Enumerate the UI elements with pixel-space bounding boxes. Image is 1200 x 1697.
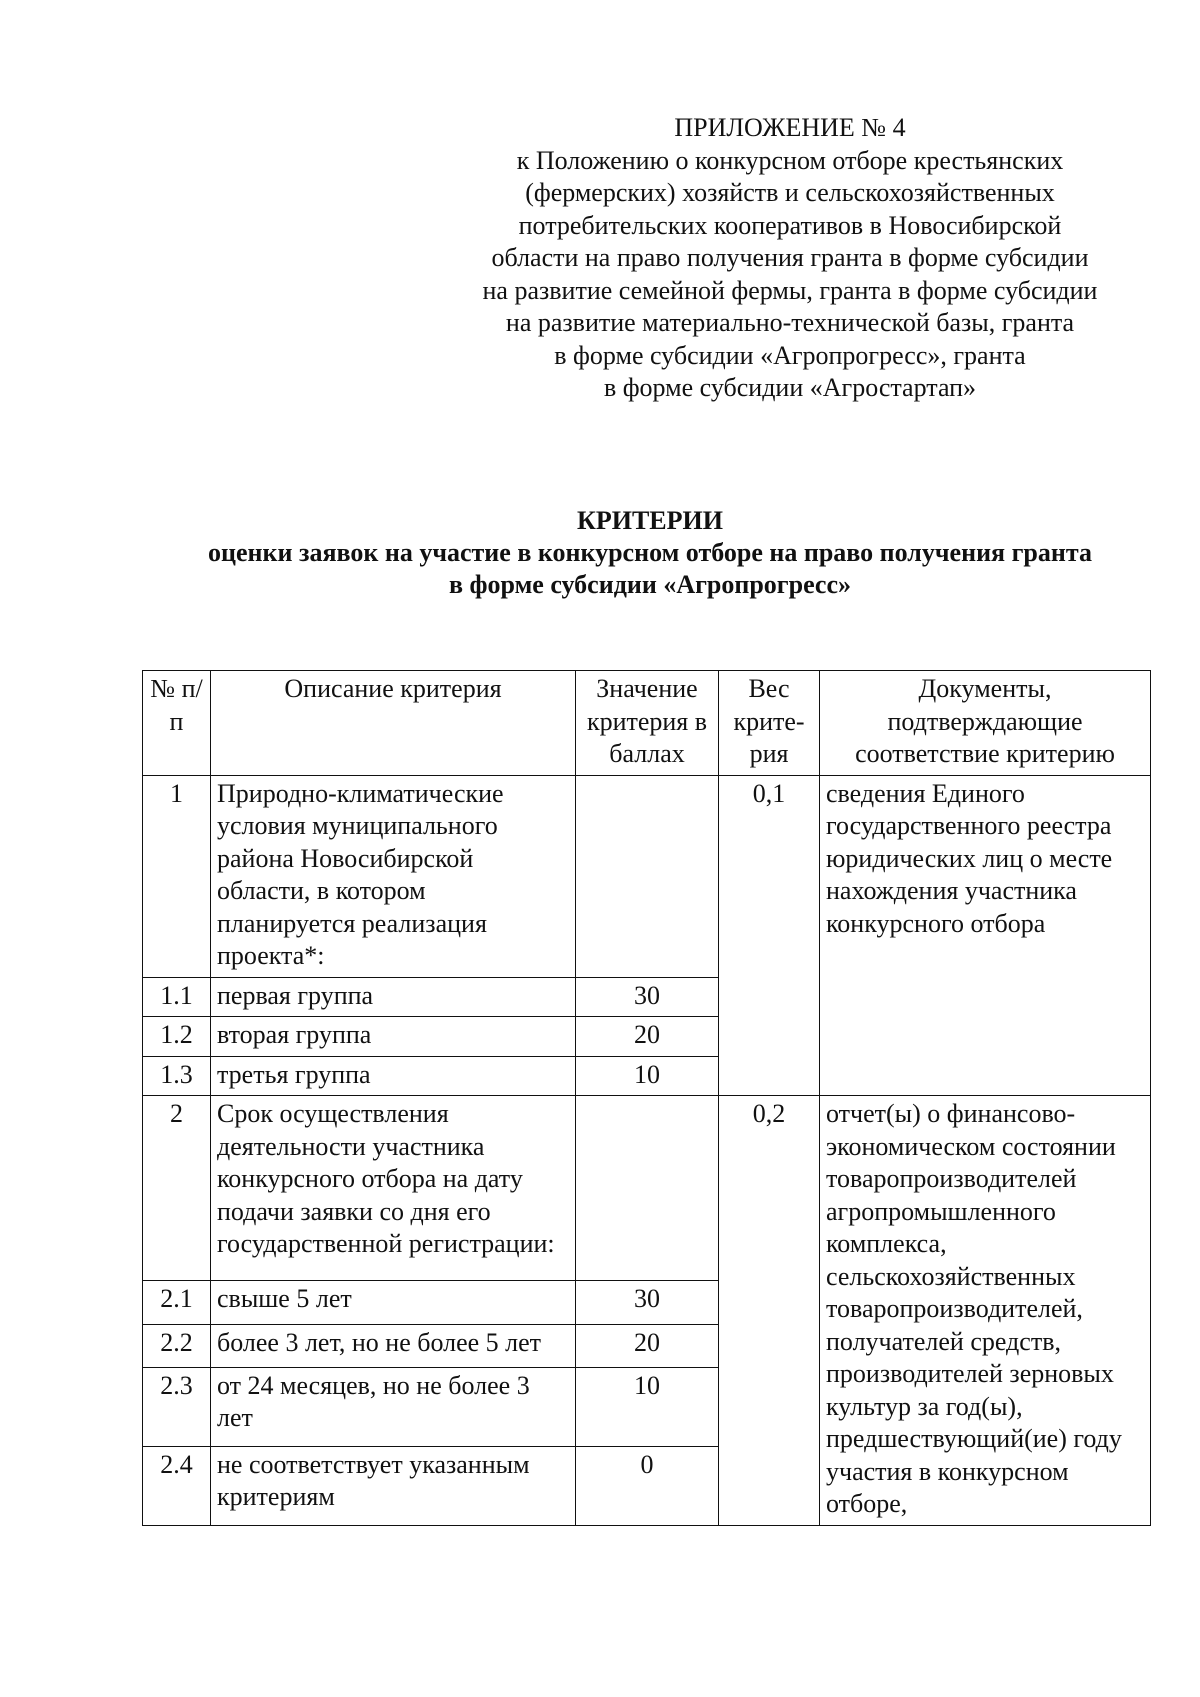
appendix-line: области на право получения гранта в форме субсидии <box>491 243 1089 272</box>
table-row <box>143 775 1151 977</box>
appendix-line: в форме субсидии «Агропрогресс», гранта <box>554 340 1026 370</box>
row-weight: 0,1 <box>719 775 820 1096</box>
appendix-line: (фермерских) хозяйств и сельскохозяйственных <box>525 178 1055 207</box>
criteria-table <box>142 670 1151 1526</box>
row-num: 1 <box>143 775 211 977</box>
row-num: 1.2 <box>143 1017 211 1057</box>
row-description: Природно-климатические условия муниципального района Новосибирской области, в котором планируется реализация проекта*: <box>211 775 576 977</box>
row-num: 2.1 <box>143 1281 211 1324</box>
row-num: 2.2 <box>143 1324 211 1367</box>
row-description: свыше 5 лет <box>211 1281 576 1324</box>
row-weight: 0,2 <box>719 1096 820 1526</box>
row-score: 10 <box>576 1367 719 1446</box>
row-score: 10 <box>576 1056 719 1096</box>
row-score: 20 <box>576 1017 719 1057</box>
row-num: 1.1 <box>143 977 211 1017</box>
header-num: № п/п <box>143 671 211 776</box>
row-score <box>576 775 719 977</box>
document-heading <box>100 505 1200 601</box>
row-description: первая группа <box>211 977 576 1017</box>
appendix-title: ПРИЛОЖЕНИЕ № 4 <box>674 113 906 142</box>
row-num: 1.3 <box>143 1056 211 1096</box>
table-header-row <box>143 671 1151 776</box>
row-description: вторая группа <box>211 1017 576 1057</box>
appendix-line: на развитие материально-технической базы, гранта <box>505 308 1075 337</box>
row-description: не соответствует указанным критериям <box>211 1446 576 1525</box>
row-documents: сведения Единого государственного реестра юридических лиц о месте нахождения участника конкурсного отбора <box>820 775 1151 1096</box>
row-score: 30 <box>576 977 719 1017</box>
appendix-line: потребительских кооперативов в Новосибирской <box>518 210 1062 240</box>
row-score: 20 <box>576 1324 719 1367</box>
row-description: более 3 лет, но не более 5 лет <box>211 1324 576 1367</box>
appendix-line: на развитие семейной фермы, гранта в форме субсидии <box>482 275 1098 305</box>
row-description: Срок осуществления деятельности участника конкурсного отбора на дату подачи заявки со дня его государственной регистрации: <box>211 1096 576 1281</box>
document-title: КРИТЕРИИ <box>577 506 723 535</box>
appendix-line: в форме субсидии «Агростартап» <box>603 373 977 402</box>
header-weight: Вес крите-рия <box>719 671 820 776</box>
row-score: 30 <box>576 1281 719 1324</box>
row-num: 2.3 <box>143 1367 211 1446</box>
row-score <box>576 1096 719 1281</box>
document-subtitle: в форме субсидии «Агропрогресс» <box>448 570 852 599</box>
row-num: 2 <box>143 1096 211 1281</box>
row-description: третья группа <box>211 1056 576 1096</box>
header-score: Значение критерия в баллах <box>576 671 719 776</box>
row-description: от 24 месяцев, но не более 3 лет <box>211 1367 576 1446</box>
row-documents: отчет(ы) о финансово-экономическом состоянии товаропроизводителей агропромышленного комплекса, сельскохозяйственных товаропроизводителей, получателей средств, производителей зерновых культур за год(ы), предшествующий(ие) году участия в конкурсном отборе, <box>820 1096 1151 1526</box>
header-description: Описание критерия <box>211 671 576 776</box>
appendix-line: к Положению о конкурсном отборе крестьянских <box>516 145 1064 175</box>
row-score: 0 <box>576 1446 719 1525</box>
row-num: 2.4 <box>143 1446 211 1525</box>
document-subtitle: оценки заявок на участие в конкурсном отборе на право получения гранта <box>208 538 1092 567</box>
header-documents: Документы, подтверждающие соответствие критерию <box>820 671 1151 776</box>
appendix-header <box>430 112 1150 405</box>
table-row <box>143 1096 1151 1281</box>
